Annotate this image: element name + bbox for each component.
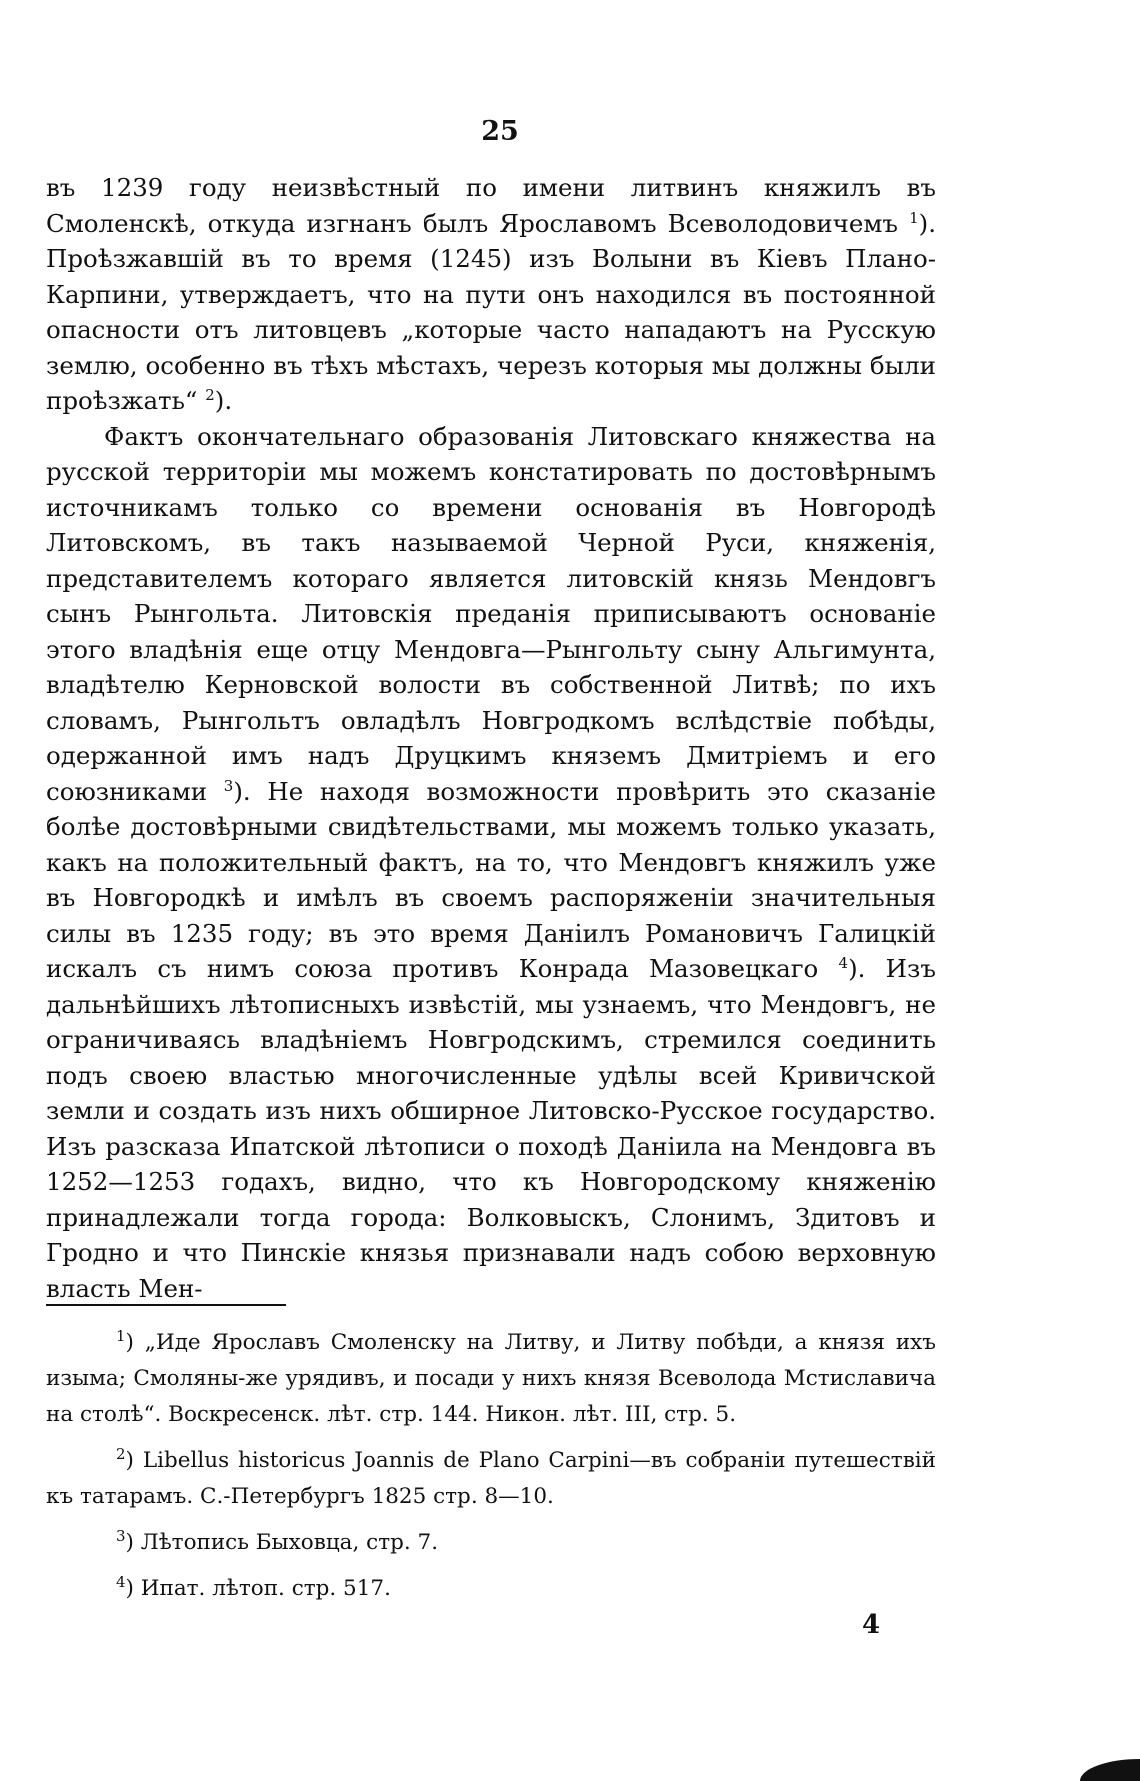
footnote-marker: 1 xyxy=(116,1326,126,1345)
footnote-2 xyxy=(46,1443,936,1515)
footnote-3 xyxy=(46,1525,936,1561)
footnotes xyxy=(46,1325,936,1617)
footnote-text: ) Лѣтопись Быховца, стр. 7. xyxy=(125,1530,439,1555)
paragraph-2-text: Фактъ окончательнаго образованія Литовскаго княжества на русской территоріи мы можемъ констатировать по достовѣрнымъ источникамъ только со времени основанія въ Новгородѣ Литовскомъ, въ такъ называемой Черной Руси, княженія, представителемъ котораго является литовскій князь Мендовгъ сынъ Рынгольта. Литовскія преданія приписываютъ основаніе этого владѣнія еще отцу Мендовга—Рынгольту сыну Альгимунта, владѣтелю Керновской волости въ собственной Литвѣ; по ихъ словамъ, Рынгольтъ овладѣлъ Новгродкомъ вслѣдствіе побѣды, одержанной имъ надъ Друцкимъ княземъ Дмитріемъ и его союзниками xyxy=(46,421,936,806)
footnote-text: ) Libellus historicus Joannis de Plano Carpini—въ собраніи путешествій къ татарамъ. С.-Петербургъ 1825 стр. 8—10. xyxy=(46,1448,936,1509)
footnote-text: ) „Иде Ярославъ Смоленску на Литву, и Литву побѣди, а князя ихъ изыма; Смоляны-же урядивъ, и посади у нихъ князя Всеволода Мстиславича на столѣ“. Воскресенск. лѣт. стр. 144. Никон. лѣт. III, стр. 5. xyxy=(46,1330,936,1427)
footnote-text: ) Ипат. лѣтоп. стр. 517. xyxy=(125,1576,391,1601)
footnote-divider xyxy=(46,1304,286,1306)
footnote-marker: 4 xyxy=(116,1572,126,1591)
footnote-ref-3: 3 xyxy=(223,776,234,795)
footnote-marker: 2 xyxy=(116,1444,126,1463)
footnote-1 xyxy=(46,1325,936,1433)
page-number: 25 xyxy=(481,116,519,147)
footnote-4 xyxy=(46,1571,936,1607)
paragraph-1-text-3: ). xyxy=(214,386,233,415)
main-text xyxy=(46,170,936,1306)
paragraph-1-text: въ 1239 году неизвѣстный по имени литвинъ княжилъ въ Смоленскѣ, откуда изгнанъ былъ Ярославомъ Всеволодовичемъ xyxy=(46,173,936,238)
footnote-marker: 3 xyxy=(116,1526,126,1545)
footnote-ref-4: 4 xyxy=(838,953,849,972)
scan-thumb-shadow xyxy=(1080,1759,1140,1781)
paragraph-1 xyxy=(46,170,936,419)
footnote-ref-2: 2 xyxy=(205,385,215,404)
paragraph-1-text-2: ). Проѣзжавшій въ то время (1245) изъ Волыни въ Кіевъ Плано-Карпини, утверждаетъ, что на пути онъ находился въ постоянной опасности отъ литовцевъ „которые часто нападаютъ на Русскую землю, особенно въ тѣхъ мѣстахъ, черезъ которыя мы должны были проѣзжать“ xyxy=(46,208,936,415)
paragraph-2 xyxy=(46,419,936,1307)
paragraph-2-text-2: ). Не находя возможности провѣрить это сказаніе болѣе достовѣрными свидѣтельствами, мы можемъ только указать, какъ на положительный фактъ, на то, что Мендовгъ княжилъ уже въ Новгородкѣ и имѣлъ въ своемъ распоряженіи значительныя силы въ 1235 году; въ это время Даніилъ Романовичъ Галицкій искалъ съ нимъ союза противъ Конрада Мазовецкаго xyxy=(46,776,936,983)
paragraph-2-text-3: ). Изъ дальнѣйшихъ лѣтописныхъ извѣстій, мы узнаемъ, что Мендовгъ, не ограничиваясь владѣніемъ Новгродскимъ, стремился соединить подъ своею властью многочисленные удѣлы всей Кривичской земли и создать изъ нихъ обширное Литовско-Русское государство. Изъ разсказа Ипатской лѣтописи о походѣ Даніила на Мендовга въ 1252—1253 годахъ, видно, что къ Новгородскому княженію принадлежали тогда города: Волковыскъ, Слонимъ, Здитовъ и Гродно и что Пинскіе князья признавали надъ собою верховную власть Мен- xyxy=(46,954,936,1303)
signature-mark: 4 xyxy=(862,1610,881,1640)
footnote-ref-1: 1 xyxy=(909,208,919,227)
